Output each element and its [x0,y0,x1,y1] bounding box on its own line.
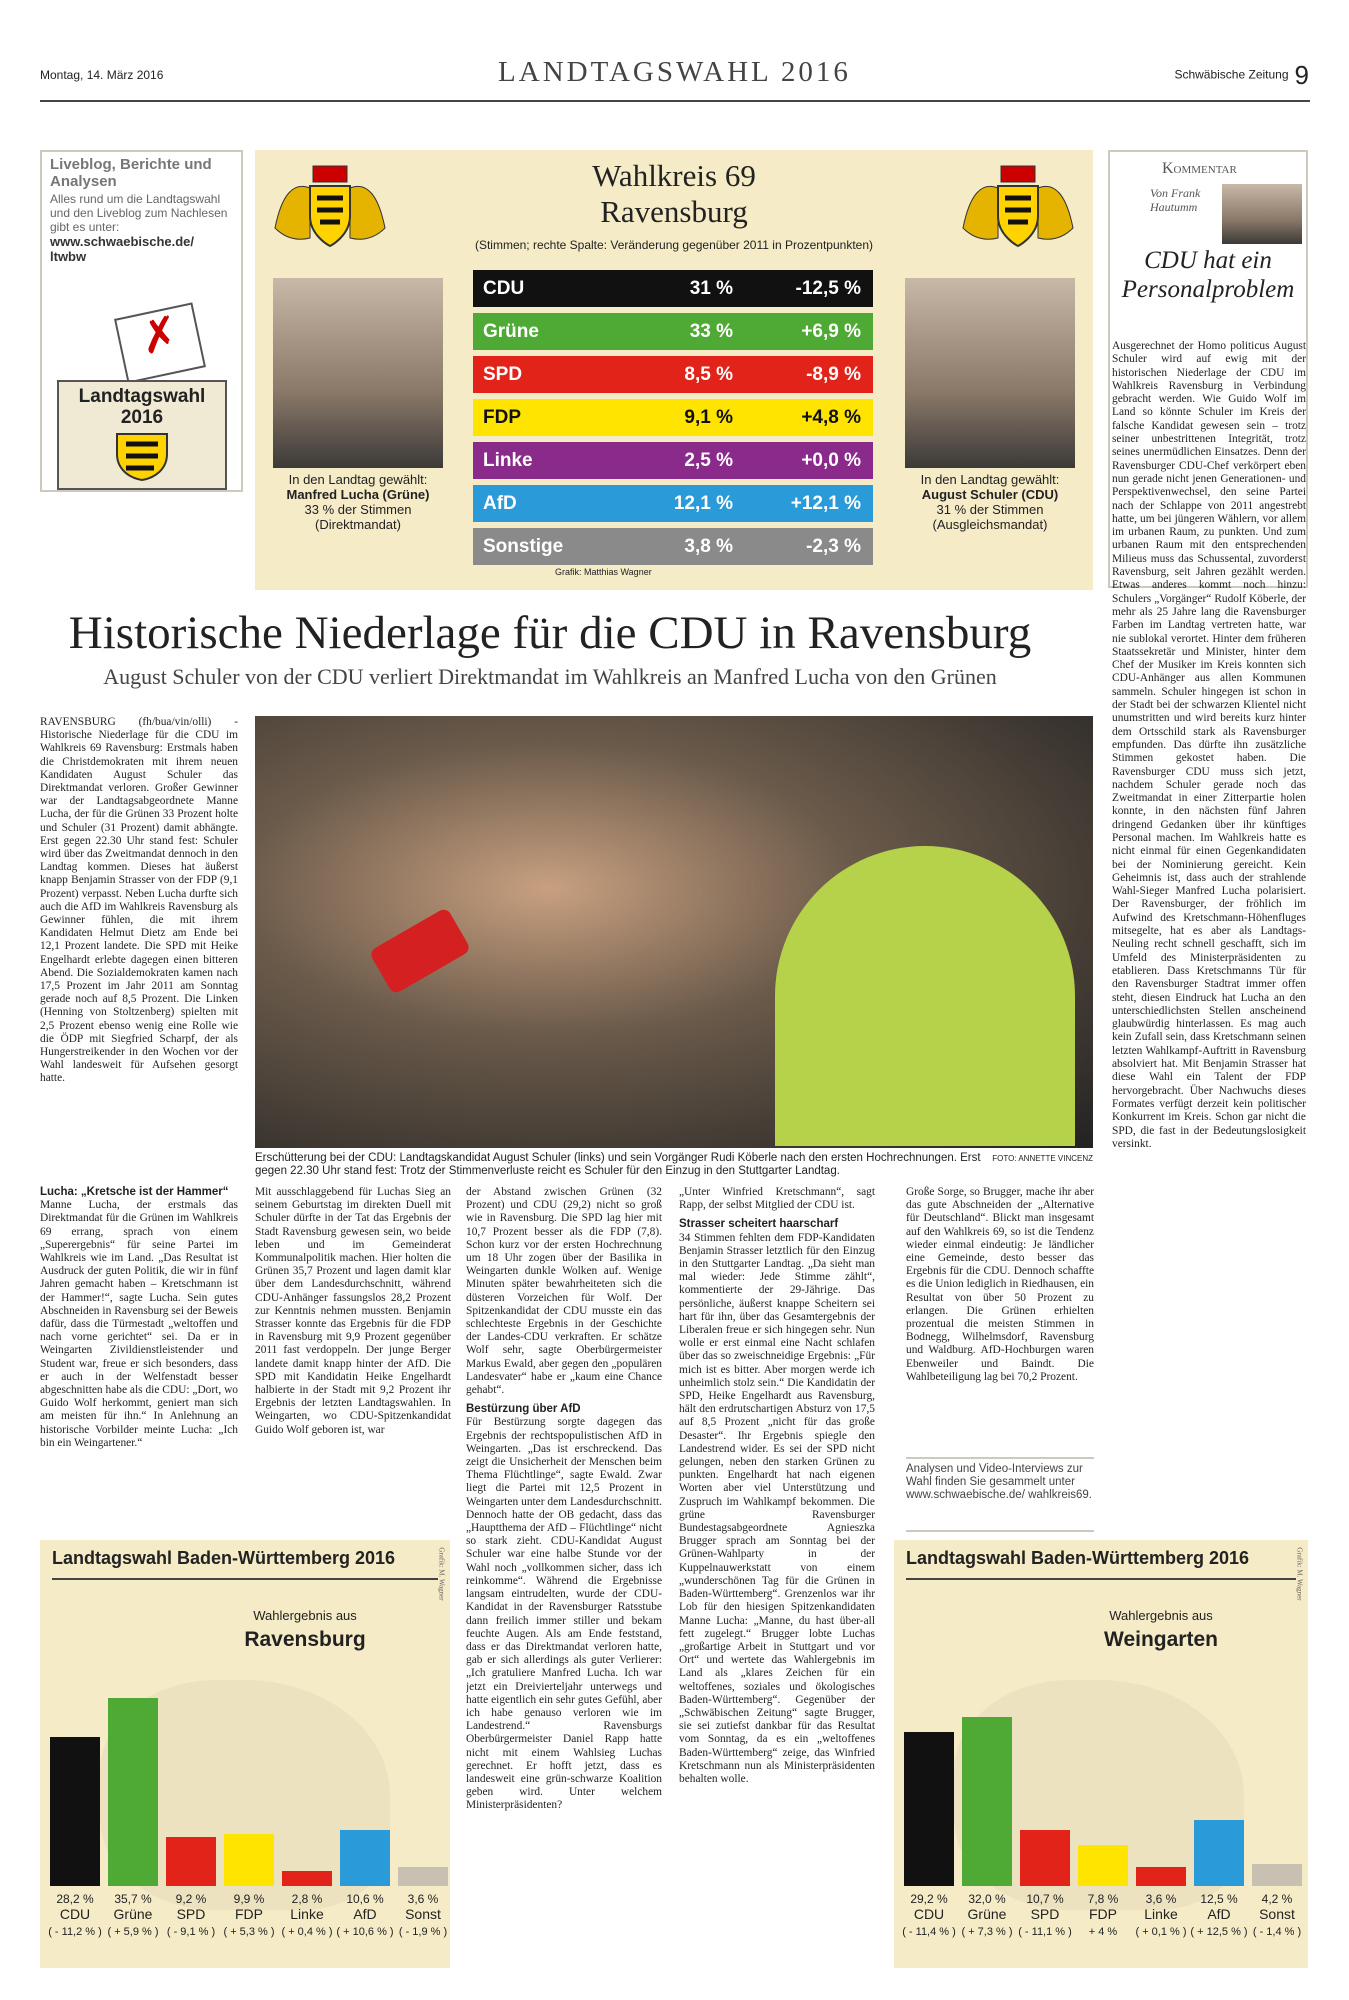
grafik-credit: Grafik: Matthias Wagner [555,567,652,577]
bar-value-label: 4,2 % [1261,1892,1293,1906]
party-value: 31 % [689,277,733,299]
article-col-4a: „Unter Winfried Kretschmann“, sagt Rapp, der selbst Mitglied der CDU ist. [679,1186,875,1212]
article-col-3b: Für Bestürzung sorgte dagegen das Ergebnis der rechtspopulistischen AfD in Weingarten. „Das ist erschreckend. Das zeigt die Unsicherheit der Menschen beim Thema Flüchtlinge“, sagte Ewald. Zwar liegt die Partei mit 12,5 Prozent in Weingarten unter dem Landesdurchschnitt. Dennoch hatte der OB gedacht, dass das „Hauptthema der AfD – Flüchtlinge“ nicht so stark zieht. CDU-Kandidat August Schuler war eine halbe Stunde vor der Wahl noch „vollkommen sicher, dass ich reinkomme“. Während die Ergebnisse langsam eintrudelten, wurde der CDU-Kandidat in der Ravensburger Ratsstube dann freilich immer stiller und bekam feuchte Augen. Als am Ende feststand, dass er das Direktmandat verloren hatte, gab er sich allerdings als guter Verlierer: „Ich gratuliere Manfred Lucha. Ich war jetzt ein Dreivierteljahr unterwegs und hatte eigentlich ein sehr gutes Gefühl, aber ich habe genauso verloren wie im Landestrend.“ Ravensburgs Oberbürgermeister Daniel Rapp hatte nicht mit einem Wahlsieg Luchas gerechnet. Er hofft jetzt, dass es landesweit eine grün-schwarze Koalition geben wird. Unter welchem Ministerpräsidenten? [466,1416,662,1812]
bar-value-label: 35,7 % [114,1892,152,1906]
bar-change-label: ( + 0,1 % ) [1135,1926,1187,1938]
wahlkreis-box [255,150,1093,590]
bar-linke [1136,1867,1186,1886]
liveblog-text: Alles rund um die Landtagswahl und den Liveblog zum Nachlesen gibt es unter: [50,192,228,234]
schuler-photo [905,278,1075,468]
lucha-caption-l2: Manfred Lucha (Grüne) [286,487,430,502]
bar-value-label: 28,2 % [56,1892,94,1906]
bar-change-label: ( - 1,4 % ) [1252,1926,1302,1938]
bar-category-label: AfD [353,1906,377,1922]
coat-of-arms-icon [953,158,1083,258]
chart-title: Landtagswahl Baden-Württemberg 2016 [906,1548,1250,1568]
lucha-caption-l1: In den Landtag gewählt: [288,472,428,487]
chart-credit: Grafik: M. Wagner [437,1547,446,1601]
party-name: Grüne [483,320,539,342]
bar-linke [282,1871,332,1886]
chart-rule [52,1578,438,1580]
ballot-icon: ✗ [114,302,206,383]
results-table [473,270,873,571]
masthead-rule [40,100,1310,102]
article-col-2: Mit ausschlaggebend für Luchas Sieg an seinem Geburtstag im direkten Duell mit Schuler dürfte in der Tat das Ergebnis der Stadt Ravensburg gewesen sein, wo beide leben und im Gemeinderat Kommunalpolitik machen. Hier holten die Grünen 35,7 Prozent und lagen damit klar über dem Landesdurchschnitt, während CDU-Anhänger fassungslos 28,2 Prozent zur Kenntnis nehmen mussten. Benjamin Strasser konnte das Ergebnis für die FDP in Ravensburg mit 9,9 Prozent gegenüber 2011 fast verdoppeln. Der junge Berger landete damit knapp hinter der AfD. Die SPD mit Kandidatin Heike Engelhardt halbierte in der Stadt mit 9,2 Prozent ihr Ergebnis der letzten Landtagswahlen. In Weingarten, wo CDU-Spitzenkandidat Guido Wolf geboren ist, war [255,1186,451,1436]
chart-ravensburg [40,1540,450,1968]
article-col-1 [40,1186,238,1526]
paper-title: Schwäbische Zeitung [1174,67,1289,82]
party-change: -8,9 % [806,363,861,385]
party-value: 33 % [689,320,733,342]
chart-place: Ravensburg [244,1628,366,1651]
article-col-5: Große Sorge, so Brugger, mache ihr aber das gute Abschneiden der „Alternative für Deutschland“. Blickt man insgesamt auf den Wahlkreis 69, so ist die Tendenz wieder einmal eindeutig: Je ländlicher eine Gemeinde, desto besser das Ergebnis für die CDU. Dennoch schaffte es die Union lediglich in Riedhausen, ein Resultat von über 50 Prozent zu erlangen. Die Grünen erhielten prozentual die meisten Stimmen in Bodnegg, Wilhelmsdorf, Ravensburg und Waldburg. AfD-Hochburgen waren Ebenweiler und Baindt. Die Wahlbeteiligung lag bei 70,2 Prozent. [906,1186,1094,1383]
bar-afd [340,1830,390,1886]
section-title: LANDTAGSWAHL 2016 [498,56,851,88]
section-heading-1: Lucha: „Kretsche ist der Hammer“ [40,1186,229,1198]
party-value: 8,5 % [684,363,733,385]
bar-change-label: ( - 1,9 % ) [398,1926,448,1938]
result-row-cdu [473,270,873,307]
bar-change-label: ( - 9,1 % ) [166,1926,216,1938]
kommentar-text: Ausgerechnet der Homo politicus August Schuler wird auf ewig mit der historischen Niederlage der CDU im Wahlkreis Ravensburg in Verbindung gebracht werden. Wie Guido Wolf im Land so könnte Schuler im Kreis der falsche Kandidat gewesen sein – trotz seiner unbestrittenen Integrität, trotz seines unermüdlichen Einsatzes. Denn der Ravensburger CDU-Chef verkörpert eben nun gerade nicht jenen Generationen- und Perspektivenwechsel, den seine Partei nach der Schlappe von 2011 angestrebt hatte, um bei jüngeren Wählern, vor allem im urbanen Raum, zu punkten. Und zum urbanen Raum mit den entsprechenden Milieus muss das Schussental, zuvorderst Ravensburg, seit Jahren gezählt werden. Etwas anderes kommt noch hinzu: Schulers „Vorgänger“ Rudolf Köberle, der mehr als 25 Jahre lang die Ravensburger Farben im Landtag vertreten hatte, war nie sublokal verortet. Hinter dem früheren Staatssekretär und Minister, hinter dem Chef der Musiker im Kreis konnten sich CDU-Anhänger aus allen Kommunen sammeln. Schuler hingegen ist schon in der Stadt bei der schwarzen Klientel nicht unumstritten und wird bereits kurz hinter dem Ortsschild stark als Ravensburger empfunden. Das dürfte ihn zusätzliche Stimmen gekostet haben. Die Ravensburger CDU muss sich jetzt, nachdem Schuler gerade noch das Zweitmandat in einer Zitterpartie holen konnte, in den nächsten fünf Jahren dringend Gedanken über ihr künftiges Personal machen. Im Wahlkreis hatte es nicht einmal für einen Gegenkandidaten bei der Nominierung gereicht. Kein Geheimnis ist, dass auch der strahlende Wahl-Sieger Manfred Lucha polarisiert. Der Ravensburger, der fröhlich im Aufwind des Kretschmann-Höhenfluges mitsegelte, hat es aber als Landtags-Neuling recht schnell geschafft, sich im Umfeld des Ministerpräsidenten zu etablieren. Dass Kretschmanns Tür für den Ravensburger Stadtrat immer offen steht, diesen Eindruck hat Lucha an den unterschiedlichsten Stellen anscheinend glaubwürdig hinterlassen. Es mag auch kein Zufall sein, dass Kretschmann seinen letzten Wahlkampf-Auftritt in Ravensburg absolviert hat. Mit Benjamin Strasser hat diese Wahl ein Talent der FDP hervorgebracht. Über Nachwuchs dieses Formates verfügt derzeit kein politischer Konkurrent im Kreis. Schon gar nicht die SPD, die fast in der Bedeutungslosigkeit versinkt. [1112,340,1306,1150]
wahlkreis-note: (Stimmen; rechte Spalte: Veränderung gegenüber 2011 in Prozentpunkten) [474,238,874,252]
info-box [906,1457,1094,1532]
bar-sonst [1252,1864,1302,1886]
chart-rule [906,1578,1296,1580]
info-text[interactable]: Analysen und Video-Interviews zur Wahl finden Sie gesammelt unter www.schwaebische.de/ wahlkreis69. [906,1463,1093,1501]
coat-of-arms-icon [265,158,395,258]
bar-afd [1194,1820,1244,1886]
chart-title: Landtagswahl Baden-Württemberg 2016 [52,1548,396,1568]
party-name: Sonstige [483,535,564,557]
result-row-fdp [473,399,873,436]
bar-change-label: + 4 % [1088,1926,1118,1938]
schuler-caption [895,472,1085,532]
party-change: +6,9 % [801,320,861,342]
lucha-photo [273,278,443,468]
party-value: 9,1 % [684,406,733,428]
chart-weingarten [894,1540,1308,1968]
bar-category-label: Linke [290,1906,324,1922]
bar-category-label: SPD [1030,1906,1060,1922]
bar-grüne [962,1717,1012,1886]
article-col-3 [466,1186,662,1934]
kommentar-author-l2: Hautumm [1150,200,1198,214]
bar-category-label: Grüne [113,1906,153,1922]
bar-sonst [398,1867,448,1886]
bar-value-label: 7,8 % [1087,1892,1119,1906]
liveblog-title: Liveblog, Berichte und Analysen [50,156,212,190]
bar-value-label: 29,2 % [910,1892,948,1906]
bar-category-label: FDP [1089,1906,1117,1922]
schuler-caption-l3: 31 % der Stimmen [936,502,1044,517]
bar-value-label: 32,0 % [968,1892,1006,1906]
bar-value-label: 10,7 % [1026,1892,1064,1906]
headline: Historische Niederlage für die CDU in Ravensburg [68,607,1032,659]
section-heading-3: Bestürzung über AfD [466,1403,581,1416]
party-name: Linke [483,449,533,471]
party-value: 12,1 % [673,492,733,514]
schuler-caption-l4: (Ausgleichsmandat) [932,517,1048,532]
lucha-caption [265,472,451,532]
microphone-icon [369,907,472,995]
bar-change-label: ( + 5,9 % ) [107,1926,159,1938]
bar-change-label: ( - 11,1 % ) [1018,1926,1072,1938]
chart-credit: Grafik: M. Wagner [1295,1547,1304,1601]
party-change: -2,3 % [806,535,861,557]
bar-category-label: Sonst [1259,1906,1295,1922]
party-change: +12,1 % [790,492,861,514]
bar-change-label: ( + 7,3 % ) [961,1926,1013,1938]
bar-category-label: SPD [176,1906,206,1922]
article-col-4b: 34 Stimmen fehlten dem FDP-Kandidaten Benjamin Strasser letztlich für den Einzug in den Stuttgarter Landtag. „Da sieht man mal wieder: Jede Stimme zählt“, kommentierte der 29-Jährige. Das persönliche, äußerst knappe Scheitern sei hart für ihn, über das Gesamtergebnis der Liberalen freue er sich hingegen sehr. Nun wolle er erst einmal eine Nacht schlafen über das so zweischneidige Ergebnis: „Für mich ist es bitter. Aber morgen werde ich unheimlich stolz sein.“ Die Kandidatin der SPD, Heike Engelhardt aus Ravensburg, hält den erdrutschartigen Absturz von 17,5 auf 8,5 Prozent „nicht für das große Desaster“. Ihr Ergebnis spiegle den Landestrend wider. Es sei der SPD nicht gelungen, neben den starken Grünen zu punkten. Engelhardt hat nach eigenen Worten aber viel Unterstützung und Zuspruch im Wahlkampf bekommen. Die grüne Ravensburger Bundestagsabgeordnete Agnieszka Brugger sprach am Sonntag bei der Grünen-Wahlparty in der Kuppelnauwerkstatt von einem „wunderschönen Tag für die Grünen in Baden-Württemberg“. Grenzenlos war ihr Lob für den hiesigen Spitzenkandidaten Manne Lucha: „Manne, du hast über-all fett zugelegt.“ Brugger lobte Luchas „großartige Arbeit in Stuttgart und vor Ort“ und wertete das Wahlergebnis im Land als „klares Zeichen für ein weltoffenes, soziales und ökologisches Baden-Württemberg“. Gegenüber der „Schwäbischen Zeitung“ sagte Brugger, sie sei zutiefst dankbar für das Resultat vom Sonntag, da es ein „weltoffenes Baden-Württemberg“ zeige, das Winfried Kretschmann nun als Ministerpräsidenten behalten wolle. [679,1231,875,1785]
party-change: +4,8 % [801,406,861,428]
bar-category-label: CDU [913,1906,945,1922]
wahlkreis-number: Wahlkreis 69 [592,158,756,193]
urn-label: Landtagswahl 2016 [78,386,206,428]
liveblog-url[interactable]: www.schwaebische.de/ ltwbw [50,234,195,264]
bar-spd [166,1837,216,1886]
bar-value-label: 9,9 % [233,1892,265,1906]
photo-caption [255,1152,1093,1178]
bar-category-label: FDP [235,1906,263,1922]
bar-spd [1020,1830,1070,1886]
party-name: FDP [483,406,521,428]
chart-place: Weingarten [1104,1628,1218,1651]
party-change: +0,0 % [801,449,861,471]
party-change: -12,5 % [795,277,861,299]
bar-category-label: AfD [1207,1906,1231,1922]
photo-green-sweater [775,846,1075,1146]
bar-value-label: 2,8 % [291,1892,323,1906]
party-name: SPD [483,363,523,385]
bar-category-label: CDU [59,1906,91,1922]
issue-date: Montag, 14. März 2016 [40,68,164,82]
bar-fdp [224,1834,274,1886]
party-value: 2,5 % [684,449,733,471]
result-row-linke [473,442,873,479]
schuler-caption-l1: In den Landtag gewählt: [920,472,1060,487]
section-heading-4: Strasser scheitert haarscharf [679,1218,839,1231]
schuler-caption-l2: August Schuler (CDU) [921,487,1059,502]
bar-cdu [904,1732,954,1886]
lucha-caption-l3: 33 % der Stimmen [304,502,412,517]
article-col-3a: der Abstand zwischen Grünen (32 Prozent) und CDU (29,2) nicht so groß wie in Ravensburg. Die SPD lag hier mit 10,7 Prozent besser als die FDP (7,8). Schon kurz vor der ersten Hochrechnung um 18 Uhr zogen über der Basilika in Weingarten dunkle Wolken auf. Wenige Minuten später bewahrheiteten sich die düsteren Vorzeichen für Wolf. Der Spitzenkandidat der CDU musste ein das schlechteste Ergebnis in der Geschichte der Landes-CDU verkraften. Er schätze Wolf sehr, sagte Oberbürgermeister Markus Ewald, aber gegen den „populären Landesvater“ habe er „kaum eine Chance gehabt“. [466,1186,662,1397]
bar-change-label: ( + 10,6 % ) [336,1926,394,1938]
lucha-caption-l4: (Direktmandat) [315,517,401,532]
bar-value-label: 9,2 % [175,1892,207,1906]
article-col-4 [679,1186,875,1934]
page-number: 9 [1294,60,1309,90]
kommentar-label: Kommentar [1162,160,1237,177]
chart-subtitle: Wahlergebnis aus [1109,1608,1213,1623]
bar-value-label: 3,6 % [1145,1892,1177,1906]
main-photo [255,716,1093,1148]
author-photo [1222,184,1302,244]
bar-change-label: ( - 11,4 % ) [902,1926,956,1938]
result-row-afd [473,485,873,522]
bar-cdu [50,1737,100,1886]
kommentar-author-l1: Von Frank [1150,186,1201,200]
party-name: AfD [483,492,517,514]
result-row-spd [473,356,873,393]
bar-value-label: 10,6 % [346,1892,384,1906]
article-col-1-text: Manne Lucha, der erstmals das Direktmandat für die Grünen im Wahlkreis 69 errang, sprach von einem „Superergebnis“ für seine Partei im Wahlkreis wie im Land. „Das Resultat ist Ausdruck der guten Politik, die wir in fünf Jahren gemacht haben – Kretschmann ist der Hammer!“, sagte Lucha. Sein gutes Abschneiden in Ravensburg sei der Beweis dafür, dass die Türmestadt „weltoffen und nach vorne gerichtet“ sei. Da er in Weingarten Zivildienstleistender und Student war, freue er sich besonders, dass er auch in der Welfenstadt besser abgeschnitten habe als die CDU: „Dort, wo Guido Wolf herkommt, geniert man sich am meisten für ihn.“ In Anlehnung an historische Vorbilder meinte Lucha: „Ich bin ein Weingartener.“ [40,1199,238,1449]
bar-change-label: ( + 0,4 % ) [281,1926,333,1938]
bar-value-label: 3,6 % [407,1892,439,1906]
bar-category-label: Grüne [967,1906,1007,1922]
article-lead: RAVENSBURG (fh/bua/vin/olli) - Historische Niederlage für die CDU im Wahlkreis 69 Ravensburg: Erstmals haben die Christdemokraten mit ihrem neuen Kandidaten August Schuler das Direktmandat verloren. Großer Gewinner war der Landtagsabgeordnete Manne Lucha, der für die Grünen 33 Prozent holte und Schuler (31 Prozent) damit abhängte. Erst gegen 22.30 Uhr stand fest: Schuler wird über das Zweitmandat dennoch in den Landtag kommen. Dieses hat äußerst knapp Benjamin Strasser von der FDP (9,1 Prozent) verpasst. Neben Lucha durfte sich auch die AfD im Wahlkreis Ravensburg als Gewinner fühlen, die mit ihrem Kandidaten Helmut Dietz am Ende bei 12,1 Prozent landete. Die SPD mit Heike Engelhardt erlebte dagegen einen bitteren Abend. Die Sozialdemokraten kamen nach 17,5 Prozent im Jahr 2011 am Sonntag gerade noch auf 8,5 Prozent. Die Linken (Henning von Stoltzenberg) spielten mit 2,5 Prozent ebenso wenig eine Rolle wie die ÖDP mit Siegfried Scharpf, der als Hungerstreikender in den Wochen vor der Wahl landesweit für Aufsehen gesorgt hatte. [40,716,238,1085]
photo-caption-text: Erschütterung bei der CDU: Landtagskandidat August Schuler (links) und sein Vorgänger Rudi Köberle nach den ersten Hochrechnungen. Erst gegen 22.30 Uhr stand fest: Trotz der Stimmenverluste reicht es Schuler für den Einzug in den Stuttgarter Landtag. [255,1152,981,1177]
wahlkreis-name: Ravensburg [600,194,748,229]
result-row-grüne [473,313,873,350]
photo-credit: FOTO: ANNETTE VINCENZ [992,1154,1093,1163]
bar-change-label: ( + 5,3 % ) [223,1926,275,1938]
party-value: 3,8 % [684,535,733,557]
chart-subtitle: Wahlergebnis aus [253,1608,357,1623]
party-name: CDU [483,277,525,299]
bar-category-label: Linke [1144,1906,1178,1922]
bar-category-label: Sonst [405,1906,441,1922]
subheadline: August Schuler von der CDU verliert Direktmandat im Wahlkreis an Manfred Lucha von den Grünen [103,664,997,689]
coat-of-arms-icon [112,432,172,482]
bar-value-label: 12,5 % [1200,1892,1238,1906]
bar-grüne [108,1698,158,1886]
bar-change-label: ( - 11,2 % ) [48,1926,102,1938]
paper-name [1174,60,1309,91]
bar-fdp [1078,1845,1128,1886]
bar-change-label: ( + 12,5 % ) [1190,1926,1248,1938]
ballot-urn [57,380,227,490]
result-row-sonstige [473,528,873,565]
kommentar-title: CDU hat ein Personalproblem [1121,247,1295,303]
